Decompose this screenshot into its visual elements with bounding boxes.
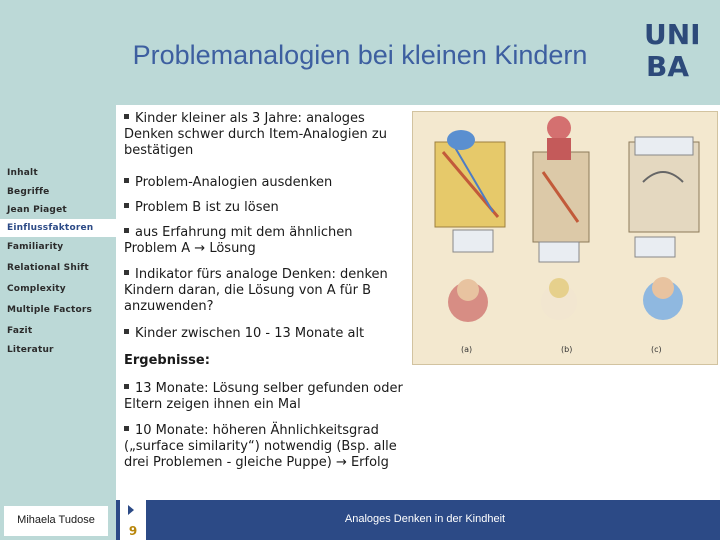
svg-text:UNI: UNI xyxy=(644,18,701,51)
list-item: aus Erfahrung mit dem ähnlichen Problem A → Lösung xyxy=(124,225,353,256)
list-item: Indikator fürs analoge Denken: denken Kindern daran, die Lösung von A für B anzuwenden? xyxy=(124,267,388,314)
sidebar-item-begriffe[interactable]: Begriffe xyxy=(7,187,50,197)
list-item: 10 Monate: höheren Ähnlichkeitsgrad („surface similarity“) notwendig (Bsp. alle drei Problemen - gleiche Puppe) → Erfolg xyxy=(124,423,397,470)
main-content xyxy=(116,105,720,500)
sidebar-item-familiarity[interactable]: Familiarity xyxy=(7,242,64,252)
next-arrow-icon[interactable] xyxy=(128,505,134,515)
results-heading: Ergebnisse: xyxy=(124,353,210,368)
sidebar-item-fazit[interactable]: Fazit xyxy=(7,326,33,336)
experiment-illustration xyxy=(412,111,718,365)
sidebar-item-jean-piaget[interactable]: Jean Piaget xyxy=(7,205,67,215)
list-item: Kinder kleiner als 3 Jahre: analoges Denken schwer durch Item-Analogien zu bestätigen xyxy=(124,111,387,158)
sidebar-item-complexity[interactable]: Complexity xyxy=(7,284,66,294)
svg-text:(c): (c) xyxy=(651,345,662,354)
list-item: 13 Monate: Lösung selber gefunden oder Eltern zeigen ihnen ein Mal xyxy=(124,381,403,412)
sidebar-item-literatur[interactable]: Literatur xyxy=(7,345,54,355)
author-name: Mihaela Tudose xyxy=(17,514,95,526)
sidebar-item-einflussfaktoren[interactable]: Einflussfaktoren xyxy=(0,219,116,237)
sidebar-item-relational-shift[interactable]: Relational Shift xyxy=(7,263,89,273)
university-logo-icon xyxy=(640,12,710,82)
svg-text:(b): (b) xyxy=(561,345,573,354)
sidebar-nav xyxy=(0,105,116,500)
list-item: Problem-Analogien ausdenken xyxy=(124,175,409,191)
sidebar-item-inhalt[interactable]: Inhalt xyxy=(7,168,38,178)
header xyxy=(0,0,720,105)
footer-course-title: Analoges Denken in der Kindheit xyxy=(344,513,506,525)
svg-text:BA: BA xyxy=(646,50,690,82)
page-number: 9 xyxy=(128,524,138,538)
list-item: Problem B ist zu lösen xyxy=(124,200,409,216)
list-item: Kinder zwischen 10 - 13 Monate alt xyxy=(124,326,409,342)
sidebar-item-multiple-factors[interactable]: Multiple Factors xyxy=(7,305,93,315)
slide-title: Problemanalogien bei kleinen Kindern xyxy=(132,40,588,70)
svg-text:(a): (a) xyxy=(461,345,473,354)
